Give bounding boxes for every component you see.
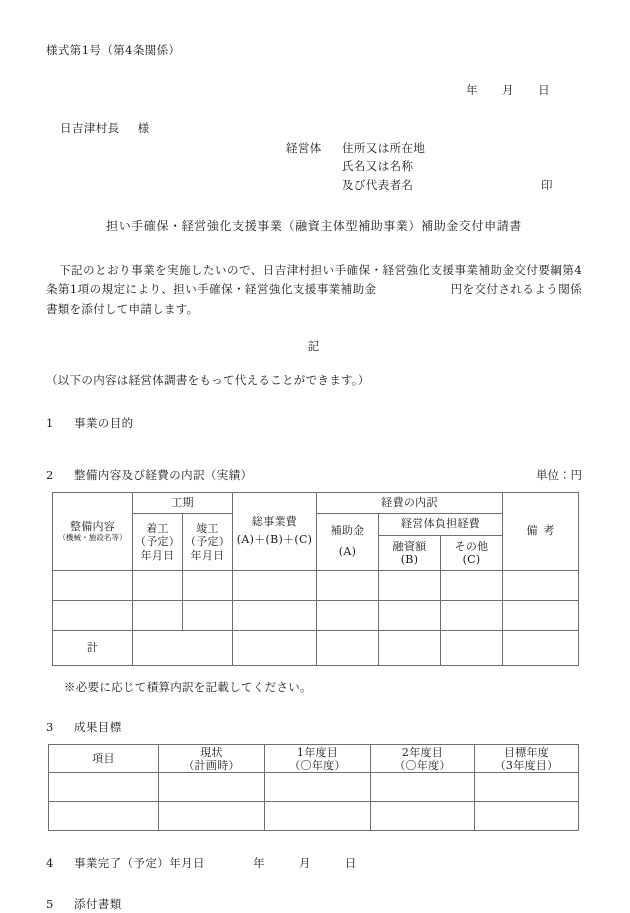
goal-cell-target[interactable] — [475, 773, 579, 802]
goal-header-target-line2: （3年度目） — [494, 758, 559, 772]
total-cell-yushi[interactable] — [379, 630, 441, 665]
cell-seibi[interactable] — [53, 600, 133, 630]
header-chakkou — [133, 513, 183, 570]
goal-table — [48, 744, 579, 831]
addressee-name: 日吉津村長 — [60, 120, 120, 135]
cell-sojigyohi[interactable] — [233, 570, 317, 600]
section-4-label: 事業完了（予定）年月日 — [74, 856, 205, 871]
header-kouki: 工期 — [133, 492, 233, 513]
body-text-part2: 円を交付されるよう関係書類を添付して申請します。 — [46, 282, 582, 317]
table-row — [49, 802, 579, 831]
cell-seibi[interactable] — [53, 570, 133, 600]
header-hojokin — [317, 513, 379, 570]
goal-header-genjo-line1: 現状 — [200, 745, 223, 759]
header-chakkou-line1: 着工 — [146, 521, 169, 535]
cost-breakdown-table — [52, 492, 579, 666]
section-5-label: 添付書類 — [74, 896, 122, 911]
header-seibi-sub: （機械・施設名等） — [58, 533, 127, 543]
section-3-label: 成果目標 — [74, 720, 122, 735]
goal-header-year1-line2: （〇年度） — [289, 758, 346, 772]
goal-cell-year2[interactable] — [371, 773, 475, 802]
goal-header-target-line1: 目標年度 — [503, 745, 550, 759]
addressee-honorific: 様 — [137, 120, 150, 135]
section-4-year: 年 — [252, 856, 265, 871]
header-chakkou-line2: （予定） — [134, 535, 181, 549]
goal-cell-year1[interactable] — [265, 802, 371, 831]
header-futan-keihi: 経営体負担経費 — [379, 513, 503, 535]
section-4 — [46, 855, 582, 872]
section-1-label: 事業の目的 — [74, 416, 134, 431]
header-sojigyohi — [233, 492, 317, 570]
goal-cell-komoku[interactable] — [49, 802, 159, 831]
goal-header-row — [49, 745, 579, 773]
goal-header-genjo — [159, 745, 265, 773]
cell-chakkou[interactable] — [133, 570, 183, 600]
cell-sonota[interactable] — [441, 600, 503, 630]
header-shunkou-line2: （予定） — [184, 535, 231, 549]
body-paragraph — [46, 261, 582, 320]
applicant-rep-line — [286, 176, 582, 195]
page-title: 担い手確保・経営強化支援事業（融資主体型補助事業）補助金交付申請書 — [106, 218, 522, 233]
cell-sojigyohi[interactable] — [233, 600, 317, 630]
section-4-month: 月 — [298, 856, 311, 871]
applicant-address-line — [286, 139, 582, 158]
goal-cell-genjo[interactable] — [159, 773, 265, 802]
header-seibi-naiyou — [53, 492, 133, 570]
total-label: 計 — [53, 630, 133, 665]
header-keihi-uchiwake: 経費の内訳 — [317, 492, 503, 513]
section-2 — [46, 467, 582, 484]
total-cell-hojokin[interactable] — [317, 630, 379, 665]
goal-header-year2 — [371, 745, 475, 773]
applicant-name-line — [286, 157, 582, 176]
goal-cell-year2[interactable] — [371, 802, 475, 831]
parenthetical-note: （以下の内容は経営体調書をもって代えることができます。） — [46, 373, 370, 388]
ki-heading: 記 — [307, 338, 321, 353]
header-shunkou-line1: 竣工 — [196, 521, 219, 535]
applicant-name-label: 氏名又は名称 — [342, 159, 414, 174]
goal-cell-year1[interactable] — [265, 773, 371, 802]
applicant-block — [46, 139, 582, 195]
applicant-address-label: 住所又は所在地 — [342, 140, 426, 155]
total-cell-sonota[interactable] — [441, 630, 503, 665]
header-sonota-line2: (C) — [462, 552, 481, 566]
addressee — [46, 120, 582, 137]
cell-yushi[interactable] — [379, 570, 441, 600]
goal-header-year2-line1: 2年度目 — [401, 745, 444, 759]
header-shunkou — [183, 513, 233, 570]
total-cell-biko[interactable] — [503, 630, 579, 665]
section-1-number: 1 — [46, 416, 54, 431]
header-yushi — [379, 535, 441, 570]
goal-cell-genjo[interactable] — [159, 802, 265, 831]
header-hojokin-line2: (A) — [338, 544, 357, 558]
goal-header-komoku: 項目 — [49, 745, 159, 773]
date-day: 日 — [538, 83, 550, 98]
date-year: 年 — [466, 83, 478, 98]
cell-shunkou[interactable] — [183, 570, 233, 600]
unit-label: 単位：円 — [536, 467, 582, 482]
table-row — [53, 570, 579, 600]
section-5-number: 5 — [46, 896, 54, 911]
date-line — [46, 82, 582, 99]
section-4-day: 日 — [344, 856, 357, 871]
cell-shunkou[interactable] — [183, 600, 233, 630]
header-seibi-main: 整備内容 — [69, 520, 116, 534]
section-1 — [46, 415, 582, 432]
table-row — [53, 600, 579, 630]
section-5 — [46, 896, 582, 913]
section-2-label: 整備内容及び経費の内訳（実績） — [74, 467, 253, 482]
cell-biko[interactable] — [503, 600, 579, 630]
applicant-representative-label: 及び代表者名 — [342, 178, 414, 192]
seal-mark: 印 — [541, 178, 553, 192]
goal-header-genjo-line2: （計画時） — [183, 758, 240, 772]
cell-biko[interactable] — [503, 570, 579, 600]
total-cell-sojigyohi[interactable] — [233, 630, 317, 665]
cell-chakkou[interactable] — [133, 600, 183, 630]
section-4-number: 4 — [46, 856, 54, 871]
section-3 — [46, 719, 582, 736]
header-sonota — [441, 535, 503, 570]
cell-hojokin[interactable] — [317, 570, 379, 600]
header-hojokin-line1: 補助金 — [330, 524, 365, 538]
section-2-number: 2 — [46, 467, 54, 482]
goal-cell-target[interactable] — [475, 802, 579, 831]
cell-yushi[interactable] — [379, 600, 441, 630]
cost-header-row-1 — [53, 492, 579, 513]
cost-table-footnote: ※必要に応じて積算内訳を記載してください。 — [64, 679, 312, 694]
cell-sonota[interactable] — [441, 570, 503, 600]
header-yushi-line1: 融資額 — [392, 539, 427, 553]
header-shunkou-line3: 年月日 — [190, 548, 225, 562]
goal-header-year1-line1: 1年度目 — [296, 745, 339, 759]
section-3-number: 3 — [46, 720, 54, 735]
cell-hojokin[interactable] — [317, 600, 379, 630]
header-sojigyohi-line2: (A)＋(B)＋(C) — [236, 533, 313, 547]
header-sojigyohi-line1: 総事業費 — [251, 514, 298, 528]
goal-header-year1 — [265, 745, 371, 773]
date-month: 月 — [502, 83, 514, 98]
total-row — [53, 630, 579, 665]
goal-cell-komoku[interactable] — [49, 773, 159, 802]
header-biko: 備考 — [503, 492, 579, 570]
body-text-part1: 下記のとおり事業を実施したいので、日吉津村担い手確保・経営強化支援事業補助金交付要綱第4条第1項の規定により、担い手確保・経営強化支援事業補助金 — [46, 262, 582, 297]
applicant-entity-label: 経営体 — [286, 140, 322, 155]
total-cell-kouki[interactable] — [133, 630, 233, 665]
header-yushi-line2: (B) — [400, 552, 419, 566]
table-row — [49, 773, 579, 802]
form-number: 様式第1号（第4条関係） — [46, 43, 181, 57]
goal-header-target — [475, 745, 579, 773]
header-chakkou-line3: 年月日 — [140, 548, 175, 562]
header-sonota-line1: その他 — [454, 539, 489, 553]
goal-header-year2-line2: （〇年度） — [394, 758, 451, 772]
